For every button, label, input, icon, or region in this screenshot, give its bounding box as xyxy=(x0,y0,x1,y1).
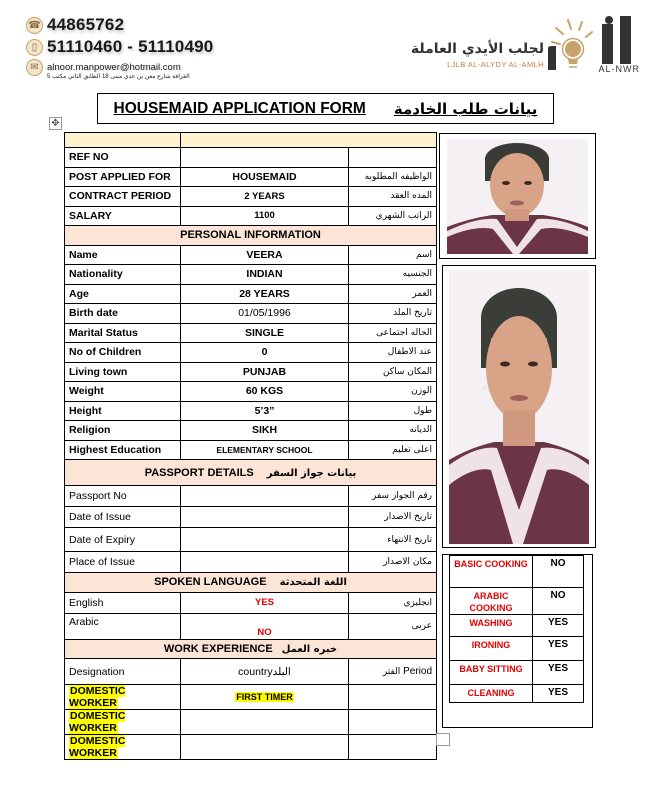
table-row xyxy=(65,552,437,573)
expiry-date-label: Date of Expiry xyxy=(65,528,181,552)
experience-designation xyxy=(65,735,181,760)
mobile-numbers: 51110460 - 51110490 xyxy=(47,37,214,56)
envelope-icon: ✉ xyxy=(26,59,43,76)
skill-row xyxy=(450,685,584,703)
language-heading-ar: اللغة المتحدثة xyxy=(279,577,347,589)
header-row xyxy=(65,133,437,148)
skill-name: BABY SITTING xyxy=(450,661,533,685)
table-row xyxy=(65,265,437,285)
salary-value[interactable]: 1100 xyxy=(181,206,349,226)
skill-name: BASIC COOKING xyxy=(450,556,533,588)
experience-designation xyxy=(65,685,181,710)
section-personal xyxy=(65,226,437,246)
birth-date-ar: تاريخ الملد xyxy=(349,304,437,324)
experience-columns-row xyxy=(65,659,437,685)
application-table xyxy=(64,132,437,760)
table-row xyxy=(65,528,437,552)
education-label: Highest Education xyxy=(65,440,181,460)
contract-value[interactable]: 2 YEARS xyxy=(181,187,349,207)
education-value[interactable]: ELEMENTARY SCHOOL xyxy=(181,440,349,460)
skill-name: IRONING xyxy=(450,637,533,661)
table-row xyxy=(65,401,437,421)
issue-date-ar: تاريخ الاصدار xyxy=(349,507,437,528)
salary-ar: الراتب الشهري xyxy=(349,206,437,226)
table-row xyxy=(65,592,437,613)
table-row xyxy=(65,685,437,710)
passport-heading-en: PASSPORT DETAILS xyxy=(144,466,254,479)
passport-no-value[interactable] xyxy=(181,486,349,507)
skill-row xyxy=(450,588,584,615)
period-column-header xyxy=(349,659,437,685)
english-label: English xyxy=(65,592,181,613)
title-arabic: بيانات طلب الخادمة xyxy=(393,99,538,118)
table-row xyxy=(65,362,437,382)
header-cell-right xyxy=(181,133,437,148)
personal-heading: PERSONAL INFORMATION xyxy=(65,226,437,246)
designation-text: DOMESTIC WORKER xyxy=(69,735,126,759)
table-row xyxy=(65,613,437,639)
table-row xyxy=(65,284,437,304)
education-ar: اعلى تعليم xyxy=(349,440,437,460)
ref-no-ar xyxy=(349,148,437,168)
town-value[interactable]: PUNJAB xyxy=(181,362,349,382)
arabic-label: Arabic xyxy=(65,613,181,639)
table-row xyxy=(65,343,437,363)
contract-ar: المده العقد xyxy=(349,187,437,207)
language-heading xyxy=(65,573,437,593)
form-title xyxy=(97,93,554,124)
table-move-handle-icon[interactable]: ✥ xyxy=(49,117,62,130)
religion-label: Religion xyxy=(65,421,181,441)
skill-value[interactable]: YES xyxy=(533,685,584,703)
town-label: Living town xyxy=(65,362,181,382)
passport-no-label: Passport No xyxy=(65,486,181,507)
passport-heading-ar: بيانات جواز السفر xyxy=(266,467,357,479)
photo-frame-large xyxy=(442,265,596,548)
issue-date-value[interactable] xyxy=(181,507,349,528)
portrait-photo-small xyxy=(447,139,588,254)
phone-number: 44865762 xyxy=(47,15,125,34)
experience-period[interactable] xyxy=(349,735,437,760)
table-row xyxy=(65,245,437,265)
logo-brand-text: AL-NWR xyxy=(598,64,640,74)
age-label: Age xyxy=(65,284,181,304)
children-ar: عند الاطفال xyxy=(349,343,437,363)
height-label: Height xyxy=(65,401,181,421)
experience-heading xyxy=(65,639,437,659)
issue-place-ar: مكان الاصدار xyxy=(349,552,437,573)
email-address: alnoor.manpower@hotmail.com xyxy=(47,61,181,73)
header-cell-left xyxy=(65,133,181,148)
marital-ar: الحاله اجتماعى xyxy=(349,323,437,343)
skills-table xyxy=(449,555,584,703)
town-ar: المكان ساكن xyxy=(349,362,437,382)
english-ar: انجليزي xyxy=(349,592,437,613)
address: الغرافة شارع معن بن عدي مبنى 18 الطابق الثاني مكتب 5 xyxy=(47,74,190,80)
ref-no-value[interactable] xyxy=(181,148,349,168)
section-language xyxy=(65,573,437,593)
person-photo-icon xyxy=(447,139,588,254)
religion-ar: الديانه xyxy=(349,421,437,441)
table-row xyxy=(65,507,437,528)
table-row xyxy=(65,206,437,226)
section-passport xyxy=(65,460,437,486)
post-ar: الواظيفه المطلوبه xyxy=(349,167,437,187)
experience-country[interactable] xyxy=(181,685,349,710)
english-value[interactable]: YES xyxy=(181,592,349,613)
birth-date-value[interactable]: 01/05/1996 xyxy=(181,304,349,324)
phone-row xyxy=(26,14,213,36)
table-row xyxy=(65,486,437,507)
name-ar: اسم xyxy=(349,245,437,265)
birth-date-label: Birth date xyxy=(65,304,181,324)
ref-no-label: REF NO xyxy=(65,148,181,168)
weight-ar: الوزن xyxy=(349,382,437,402)
experience-designation xyxy=(65,710,181,735)
portrait-photo-large xyxy=(449,270,589,544)
skill-name: CLEANING xyxy=(450,685,533,703)
expiry-date-ar: تاريخ الانتهاء xyxy=(349,528,437,552)
salary-label: SALARY xyxy=(65,206,181,226)
table-row xyxy=(65,710,437,735)
issue-date-label: Date of Issue xyxy=(65,507,181,528)
designation-column-header: Designation xyxy=(65,659,181,685)
company-logo xyxy=(412,10,644,78)
height-value[interactable]: 5’3” xyxy=(181,401,349,421)
weight-value[interactable]: 60 KGS xyxy=(181,382,349,402)
contract-label: CONTRACT PERIOD xyxy=(65,187,181,207)
post-value[interactable]: HOUSEMAID xyxy=(181,167,349,187)
passport-no-ar: رقم الجواز سفر xyxy=(349,486,437,507)
period-header-en: Period xyxy=(403,666,432,677)
experience-heading-ar: خبره العمل xyxy=(281,643,338,655)
country-text: FIRST TIMER xyxy=(236,692,293,702)
skill-value[interactable]: YES xyxy=(533,661,584,685)
skill-row xyxy=(450,615,584,637)
age-value[interactable]: 28 YEARS xyxy=(181,284,349,304)
title-english: HOUSEMAID APPLICATION FORM xyxy=(113,99,366,117)
logo-latin-name: LJLB AL-ALYDY AL-AMLH xyxy=(447,60,544,69)
nationality-value[interactable]: INDIAN xyxy=(181,265,349,285)
children-label: No of Children xyxy=(65,343,181,363)
experience-country[interactable] xyxy=(181,710,349,735)
skill-row xyxy=(450,637,584,661)
skill-row xyxy=(450,556,584,588)
weight-label: Weight xyxy=(65,382,181,402)
table-row xyxy=(65,148,437,168)
table-row xyxy=(65,323,437,343)
experience-country[interactable] xyxy=(181,735,349,760)
skill-name: ARABIC COOKING xyxy=(450,588,533,615)
passport-heading xyxy=(65,460,437,486)
table-row xyxy=(65,382,437,402)
mobile-row xyxy=(26,36,213,58)
person-photo-icon xyxy=(449,270,589,544)
name-label: Name xyxy=(65,245,181,265)
skill-value[interactable]: YES xyxy=(533,637,584,661)
skill-row xyxy=(450,661,584,685)
post-label: POST APPLIED FOR xyxy=(65,167,181,187)
height-ar: طول xyxy=(349,401,437,421)
table-row xyxy=(65,735,437,760)
experience-heading-en: WORK EXPERIENCE xyxy=(163,642,273,655)
empty-checkbox[interactable] xyxy=(436,733,450,746)
contact-block xyxy=(26,14,213,80)
marital-value[interactable]: SINGLE xyxy=(181,323,349,343)
logo-arabic-name: لجلب الأيدي العاملة xyxy=(410,41,544,57)
skill-value[interactable]: NO xyxy=(533,556,584,588)
marital-label: Marital Status xyxy=(65,323,181,343)
issue-place-label: Place of Issue xyxy=(65,552,181,573)
table-row xyxy=(65,304,437,324)
mobile-icon: ▯ xyxy=(26,39,43,56)
phone-icon: ☎ xyxy=(26,17,43,34)
nationality-label: Nationality xyxy=(65,265,181,285)
name-value[interactable]: VEERA xyxy=(181,245,349,265)
designation-text: DOMESTIC WORKER xyxy=(69,710,126,734)
table-row xyxy=(65,187,437,207)
skill-value[interactable]: NO xyxy=(533,588,584,615)
section-experience xyxy=(65,639,437,659)
experience-period[interactable] xyxy=(349,685,437,710)
experience-period[interactable] xyxy=(349,710,437,735)
arabic-ar: عربى xyxy=(349,613,437,639)
issue-place-value[interactable] xyxy=(181,552,349,573)
arabic-value[interactable]: NO xyxy=(181,613,349,639)
country-column-header: countryالبلد xyxy=(181,659,349,685)
photo-frame-small xyxy=(439,133,596,259)
children-value[interactable]: 0 xyxy=(181,343,349,363)
skill-name: WASHING xyxy=(450,615,533,637)
nationality-ar: الجنسيه xyxy=(349,265,437,285)
table-row xyxy=(65,167,437,187)
age-ar: العمر xyxy=(349,284,437,304)
religion-value[interactable]: SIKH xyxy=(181,421,349,441)
expiry-date-value[interactable] xyxy=(181,528,349,552)
table-row xyxy=(65,440,437,460)
table-row xyxy=(65,421,437,441)
language-heading-en: SPOKEN LANGUAGE xyxy=(154,576,267,589)
period-header-ar: الفتر xyxy=(382,667,401,677)
designation-text: DOMESTIC WORKER xyxy=(69,685,126,709)
skill-value[interactable]: YES xyxy=(533,615,584,637)
